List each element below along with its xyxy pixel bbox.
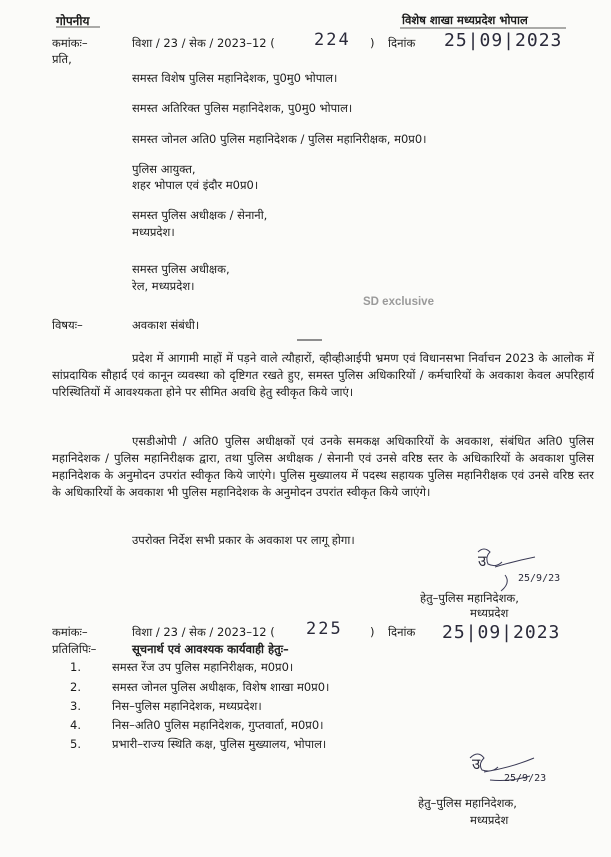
recipient-4-line-1: पुलिस आयुक्त, <box>132 162 196 176</box>
recipient-5-line-1: समस्त पुलिस अधीक्षक / सेनानी, <box>132 208 268 222</box>
signature-1-state: मध्यप्रदेश <box>470 606 509 620</box>
recipient-1: समस्त विशेष पुलिस महानिदेशक, पु0मु0 भोपाल। <box>132 71 338 85</box>
copy-item-number: 5. <box>70 737 81 751</box>
copy-date-handwritten: 25|09|2023 <box>442 622 561 643</box>
copy-item-number: 3. <box>70 699 81 713</box>
copy-item-number: 1. <box>70 660 81 674</box>
letter-number-label: कमांकः– <box>52 36 88 50</box>
recipient-3: समस्त जोनल अति0 पुलिस महानिदेशक / पुलिस महानिरीक्षक, म0प्र0। <box>132 132 427 146</box>
body-paragraph-3: उपरोक्त निर्देश सभी प्रकार के अवकाश पर लागू होगा। <box>132 533 355 547</box>
signature-1-designation: हेतु–पुलिस महानिदेशक, <box>420 591 519 605</box>
letter-number-close: ) <box>370 36 375 50</box>
confidential-label: गोपनीय <box>56 14 90 28</box>
signature-2-designation: हेतु–पुलिस महानिदेशक, <box>418 796 517 810</box>
recipient-6-line-2: रेल, मध्यप्रदेश। <box>132 279 195 293</box>
office-title: विशेष शाखा मध्यप्रदेश भोपाल <box>402 13 528 27</box>
copy-date-label: दिनांक <box>388 625 416 639</box>
copy-item: समस्त जोनल पुलिस अधीक्षक, विशेष शाखा म0प्र0। <box>112 680 330 694</box>
copy-number-label: कमांकः– <box>52 625 88 639</box>
recipient-6-line-1: समस्त पुलिस अधीक्षक, <box>132 262 230 276</box>
date-handwritten: 25|09|2023 <box>444 30 563 51</box>
subject-text: अवकाश संबंधी। <box>132 318 200 332</box>
copy-number-close: ) <box>370 625 375 639</box>
copy-item: निस–अति0 पुलिस महानिदेशक, गुप्तवार्ता, म0प्र0। <box>112 718 324 732</box>
body-paragraph-2: एसडीओपी / अति0 पुलिस अधीक्षकों एवं उनके समकक्ष अधिकारियों के अवकाश, संबंधित अति0 पुलिस महानिदेशक / पुलिस महानिरीक्षक द्वारा, तथा पुलिस अधीक्षक / सेनानी एवं उनसे वरिष्ठ स्तर के अधिकारियों के अवकाश पुलिस महानिदेशक के अनुमोदन उपरांत स्वीकृत किये जाएंगे। पुलिस मुख्यालय में पदस्थ सहायक पुलिस महानिरीक्षक एवं उनसे वरिष्ठ स्तर के अधिकारियों के अवकाश भी पुलिस महानिदेशक के अनुमोदन उपरांत स्वीकृत किये जाएंगे। <box>52 434 594 499</box>
signature-1-date: 25/9/23 <box>518 573 561 584</box>
copy-item-number: 2. <box>70 680 81 694</box>
copy-item-number: 4. <box>70 718 81 732</box>
recipient-5-line-2: मध्यप्रदेश। <box>132 225 175 239</box>
letter-number-ref: विशा / 23 / सेक / 2023–12 ( <box>132 36 275 50</box>
signature-1-initials: उ <box>478 552 487 570</box>
copy-number-ref: विशा / 23 / सेक / 2023–12 ( <box>132 625 275 639</box>
letter-number-handwritten: 224 <box>314 30 351 50</box>
to-label: प्रति, <box>52 52 72 66</box>
date-label: दिनांक <box>388 36 416 50</box>
signature-1-mark <box>478 549 535 591</box>
signature-2-date: 25/9/23 <box>504 773 547 784</box>
signature-2-initials: उ <box>472 755 481 773</box>
copy-item: समस्त रेंज उप पुलिस महानिरीक्षक, म0प्र0। <box>112 660 294 674</box>
copy-label: प्रतिलिपिः– <box>52 642 97 656</box>
body-paragraph-1: प्रदेश में आगामी माहों में पड़ने वाले त्यौहारों, व्हीव्हीआईपी भ्रमण एवं विधानसभा निर्वाचन 2023 के आलोक में सांप्रदायिक सौहार्द एवं कानून व्यवस्था को दृष्टिगत रखते हुए, समस्त पुलिस अधिकारियों / कर्मचारियों के अवकाश केवल अपरिहार्य परिस्थितियों में आवश्यकता होने पर सीमित अवधि हेतु स्वीकृत किये जाएं। <box>52 351 594 399</box>
recipient-2: समस्त अतिरिक्त पुलिस महानिदेशक, पु0मु0 भोपाल। <box>132 101 353 115</box>
copy-number-handwritten: 225 <box>306 619 343 639</box>
recipient-4-line-2: शहर भोपाल एवं इंदौर म0प्र0। <box>132 178 259 192</box>
copy-heading: सूचनार्थ एवं आवश्यक कार्यवाही हेतुः– <box>132 642 289 656</box>
copy-item: प्रभारी–राज्य स्थिति कक्ष, पुलिस मुख्यालय, भोपाल। <box>112 737 327 751</box>
copy-item: निस–पुलिस महानिदेशक, मध्यप्रदेश। <box>112 699 262 713</box>
signature-2-state: मध्यप्रदेश <box>470 813 509 827</box>
subject-label: विषयः– <box>52 318 83 332</box>
watermark: SD exclusive <box>363 296 434 308</box>
